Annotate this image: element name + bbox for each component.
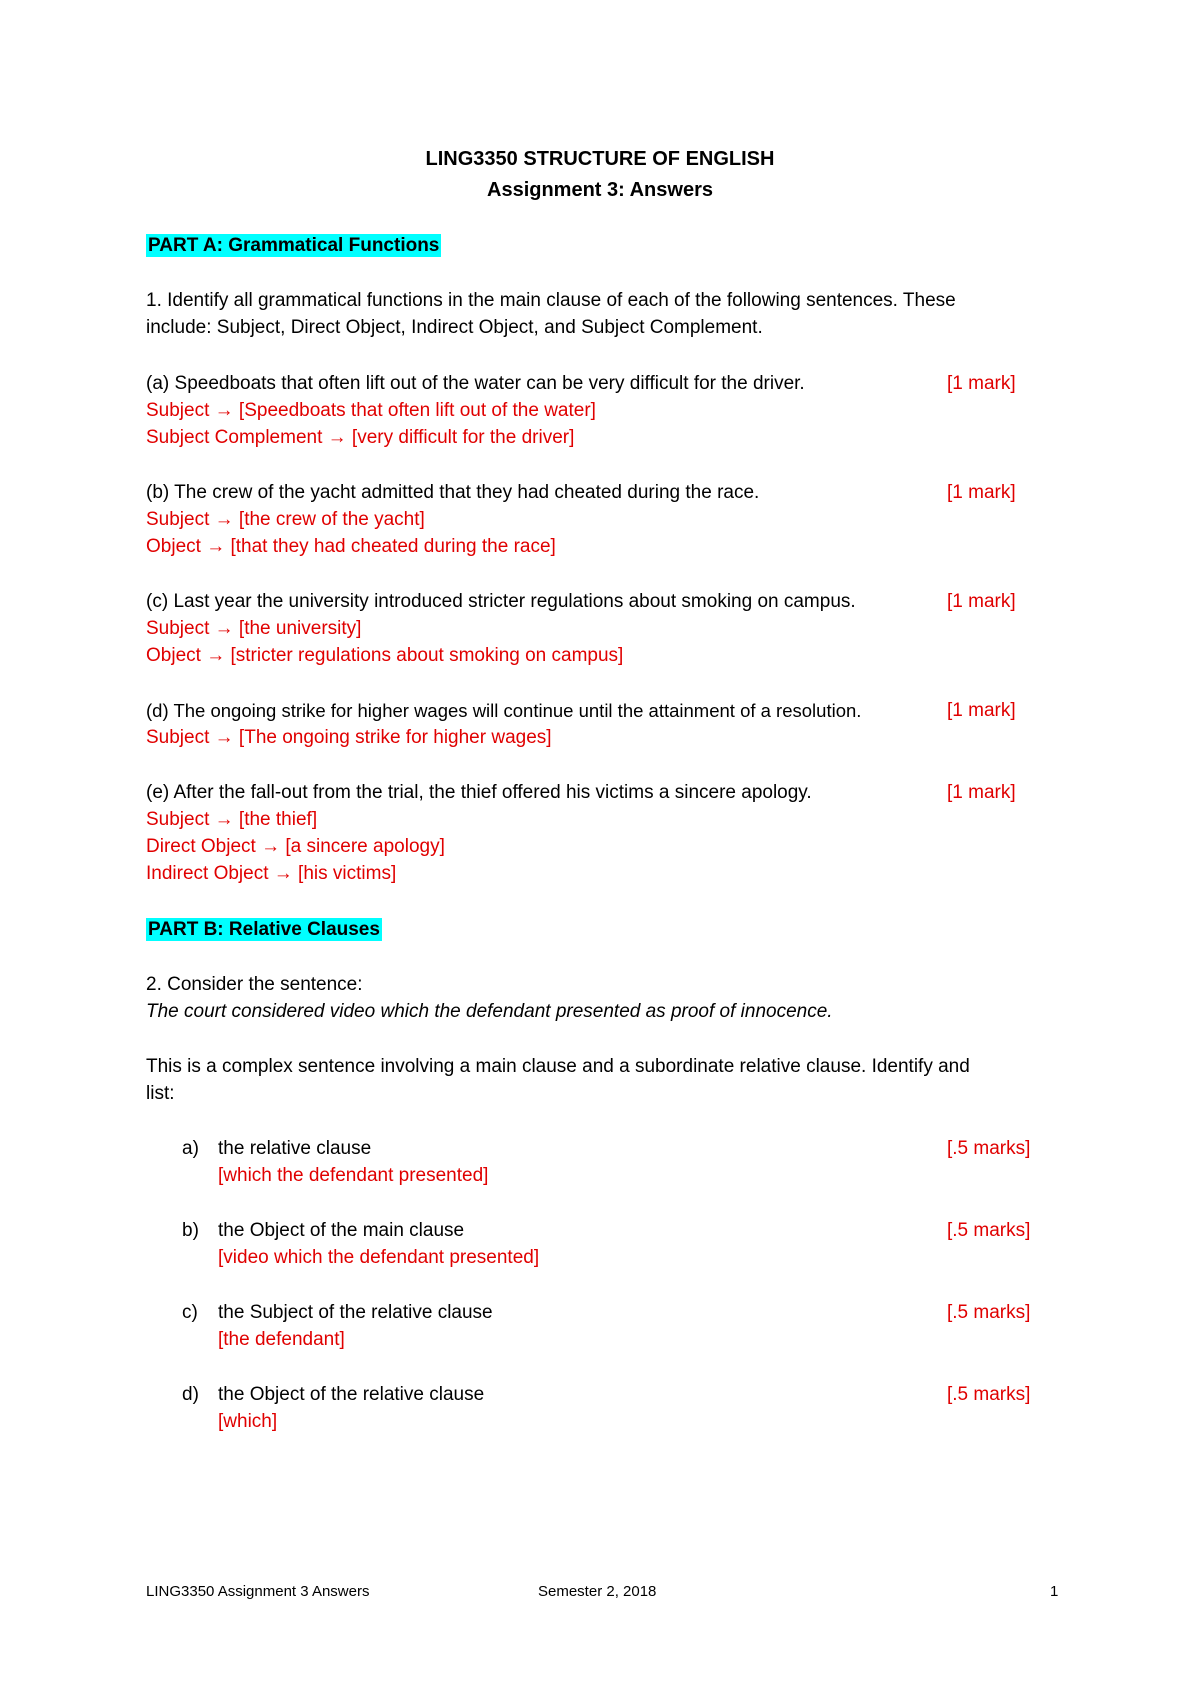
question-d-mark: [1 mark] <box>947 700 1016 721</box>
item-c-label: c) <box>182 1302 198 1323</box>
answer-b-1: Subject → [the crew of the yacht] <box>146 509 425 530</box>
document-subtitle: Assignment 3: Answers <box>487 179 713 201</box>
item-d-text: the Object of the relative clause <box>218 1384 485 1405</box>
answer-a-1: Subject → [Speedboats that often lift out of the water] <box>146 400 596 421</box>
question-2: 2. Consider the sentence: <box>146 974 363 995</box>
item-a-text: the relative clause <box>218 1138 372 1159</box>
item-c-mark: [.5 marks] <box>947 1302 1031 1323</box>
item-c-answer: [the defendant] <box>218 1329 345 1350</box>
part-a-intro-line-1: 1. Identify all grammatical functions in the main clause of each of the following sentences. These <box>146 290 956 311</box>
question-d: (d) The ongoing strike for higher wages will continue until the attainment of a resolution. <box>146 700 862 721</box>
item-b-answer: [video which the defendant presented] <box>218 1247 540 1268</box>
item-a-label: a) <box>182 1138 199 1159</box>
page-number: 1 <box>1050 1583 1059 1600</box>
item-a-answer: [which the defendant presented] <box>218 1165 489 1186</box>
question-e-mark: [1 mark] <box>947 782 1016 803</box>
item-b-label: b) <box>182 1220 199 1241</box>
answer-d-1: Subject → [The ongoing strike for higher wages] <box>146 727 552 748</box>
item-b-mark: [.5 marks] <box>947 1220 1031 1241</box>
item-b-text: the Object of the main clause <box>218 1220 465 1241</box>
item-c-text: the Subject of the relative clause <box>218 1302 493 1323</box>
answer-e-3: Indirect Object → [his victims] <box>146 863 397 884</box>
question-a-mark: [1 mark] <box>947 373 1016 394</box>
part-b-intro-line-1: This is a complex sentence involving a main clause and a subordinate relative clause. Identify and <box>146 1056 970 1077</box>
answer-c-2: Object → [stricter regulations about smoking on campus] <box>146 645 624 666</box>
question-a: (a) Speedboats that often lift out of the water can be very difficult for the driver. <box>146 373 805 394</box>
part-a-heading: PART A: Grammatical Functions <box>148 235 440 256</box>
item-d-mark: [.5 marks] <box>947 1384 1031 1405</box>
question-2-sentence: The court considered video which the defendant presented as proof of innocence. <box>146 1001 833 1022</box>
question-b-mark: [1 mark] <box>947 482 1016 503</box>
item-a-mark: [.5 marks] <box>947 1138 1031 1159</box>
question-e: (e) After the fall-out from the trial, the thief offered his victims a sincere apology. <box>146 782 812 803</box>
document-title: LING3350 STRUCTURE OF ENGLISH <box>425 148 775 170</box>
question-b: (b) The crew of the yacht admitted that they had cheated during the race. <box>146 482 760 503</box>
item-d-answer: [which] <box>218 1411 278 1432</box>
answer-b-2: Object → [that they had cheated during the race] <box>146 536 556 557</box>
item-d-label: d) <box>182 1384 199 1405</box>
part-b-intro-line-2: list: <box>146 1083 175 1104</box>
footer-left: LING3350 Assignment 3 Answers <box>146 1583 370 1600</box>
answer-c-1: Subject → [the university] <box>146 618 362 639</box>
answer-a-2: Subject Complement → [very difficult for the driver] <box>146 427 575 448</box>
part-b-heading: PART B: Relative Clauses <box>148 919 380 940</box>
question-c-mark: [1 mark] <box>947 591 1016 612</box>
answer-e-2: Direct Object → [a sincere apology] <box>146 836 445 857</box>
answer-e-1: Subject → [the thief] <box>146 809 318 830</box>
footer-center: Semester 2, 2018 <box>538 1583 657 1600</box>
question-c: (c) Last year the university introduced stricter regulations about smoking on campus. <box>146 591 856 612</box>
part-a-intro-line-2: include: Subject, Direct Object, Indirect Object, and Subject Complement. <box>146 317 763 338</box>
